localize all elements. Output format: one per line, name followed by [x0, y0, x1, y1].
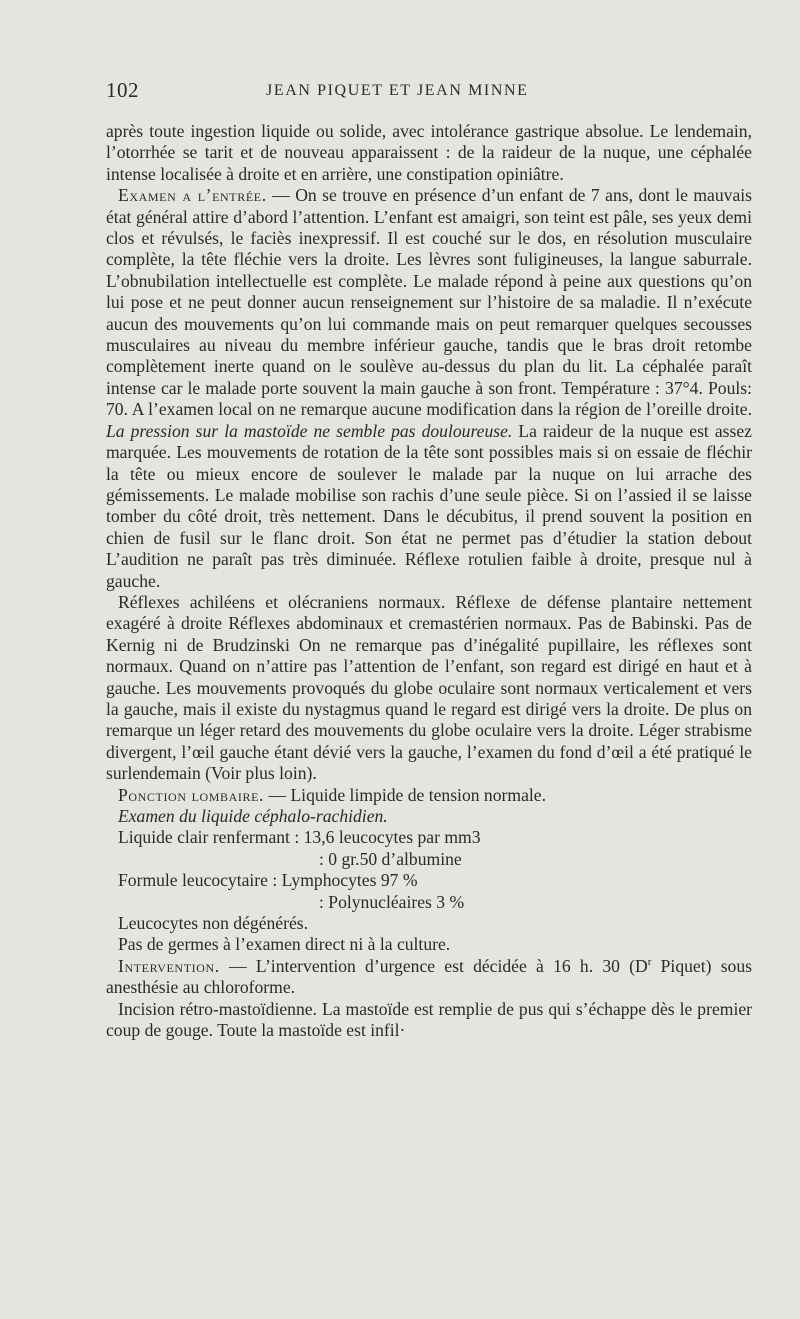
paragraph-exam — [106, 185, 752, 592]
exam-text-continued: La raideur de la nuque est assez marquée. Les mouvements de rotation de la tête sont possibles mais si on essaie de fléchir la tête ou mieux encore de soulever le malade par la nuque on lui arrache des gémissements. Le malade mobilise son rachis d’une seule pièce. Si on l’assied il se laisse tomber du côté droit, très nettement. Dans le décubitus, il prend souvent la position en chien de fusil sur le flanc droit. Son état ne permet pas d’étudier la station debout L’audition ne paraît pas très diminuée. Réflexe rotulien faible à droite, presque nul à gauche. — [106, 420, 752, 591]
exam-text: — On se trouve en présence d’un enfant de 7 ans, dont le mauvais état général attire d’abord l’attention. L’enfant est amaigri, son teint est pâle, ses yeux demi clos et révulsés, le faciès inexpressif. Il est couché sur le dos, en résolution musculaire complète, la tête fléchie vers la droite. Les lèvres sont fuligineuses, la langue saburrale. L’obnubilation intellectuelle est complète. Le malade répond à peine aux questions qu’on lui pose et ne peut donner aucun renseignement sur l’histoire de sa maladie. Il n’exécute aucun des mouvements qu’on lui commande mais on peut remarquer quelques secousses musculaires au niveau du membre inférieur gauche, tandis que le bras droit retombe complètement inerte quand on le soulève au-dessus du plan du lit. La céphalée paraît intense car le malade porte souvent la main gauche à son front. Température : 37°4. Pouls: 70. A l’examen local on ne remarque aucune modification dans la région de l’oreille droite. — [106, 185, 752, 420]
lab-line-4: : Polynucléaires 3 % — [319, 891, 465, 912]
intervention-text-a: — L’intervention d’urgence est décidée à 16 h. 30 (D — [219, 955, 648, 976]
doctor-superscript: r — [647, 955, 652, 968]
page-header — [106, 78, 746, 108]
running-head: JEAN PIQUET ET JEAN MINNE — [266, 82, 529, 99]
section-heading-intervention: Intervention. — [118, 955, 220, 976]
paragraph-lumbar — [106, 785, 752, 806]
exam-italic-note: La pression sur la mastoïde ne semble pas douloureuse. — [106, 420, 513, 441]
lab-line-3: Formule leucocytaire : Lymphocytes 97 % — [118, 870, 418, 891]
paragraph-history: après toute ingestion liquide ou solide, avec intolérance gastrique absolue. Le lendemain, l’otorrhée se tarit et de nouveau apparaissent : de la raideur de la nuque, une céphalée intense localisée à droite et en arrière, une constipation opiniâtre. — [106, 121, 752, 184]
page-number: 102 — [106, 78, 139, 102]
lab-line-5: Leucocytes non dégénérés. — [118, 913, 309, 934]
lab-line-6: Pas de germes à l’examen direct ni à la culture. — [118, 934, 451, 955]
lab-line-2: : 0 gr.50 d’albumine — [319, 848, 462, 869]
section-heading-exam: Examen a l’entrée. — [118, 185, 267, 206]
section-heading-lumbar: Ponction lombaire. — [118, 784, 265, 805]
lumbar-text: — Liquide limpide de tension normale. — [264, 784, 546, 805]
intervention-text-b: Piquet) sous anesthésie au chloroforme. — [106, 955, 752, 998]
csf-exam-italic: Examen du liquide céphalo-rachidien. — [118, 806, 388, 826]
paragraph-reflexes: Réflexes achiléens et olécraniens normaux. Réflexe de défense plantaire nettement exagéré à droite Réflexes abdominaux et cremastérien normaux. Pas de Babinski. Pas de Kernig ni de Brudzinski On ne remarque pas d’inégalité pupillaire, les réflexes sont normaux. Quand on n’attire pas l’attention de l’enfant, son regard est dirigé en haut et à gauche. Les mouvements provoqués du globe oculaire sont normaux verticalement et vers la gauche, mais il existe du nystagmus quand le regard est dirigé vers la droite. De plus on remarque un léger retard des mouvements du globe oculaire vers la droite. Léger strabisme divergent, l’œil gauche étant dévié vers la gauche, l’examen du fond d’œil a été pratiqué le surlendemain (Voir plus loin). — [106, 591, 752, 784]
lab-line-1: Liquide clair renfermant : 13,6 leucocytes par mm3 — [118, 827, 481, 848]
body-text — [106, 121, 752, 1041]
csf-exam-title — [106, 806, 752, 827]
paragraph-intervention — [106, 956, 752, 999]
paragraph-incision: Incision rétro-mastoïdienne. La mastoïde est remplie de pus qui s’échappe dès le premier coup de gouge. Toute la mastoïde est infil· — [106, 998, 752, 1041]
